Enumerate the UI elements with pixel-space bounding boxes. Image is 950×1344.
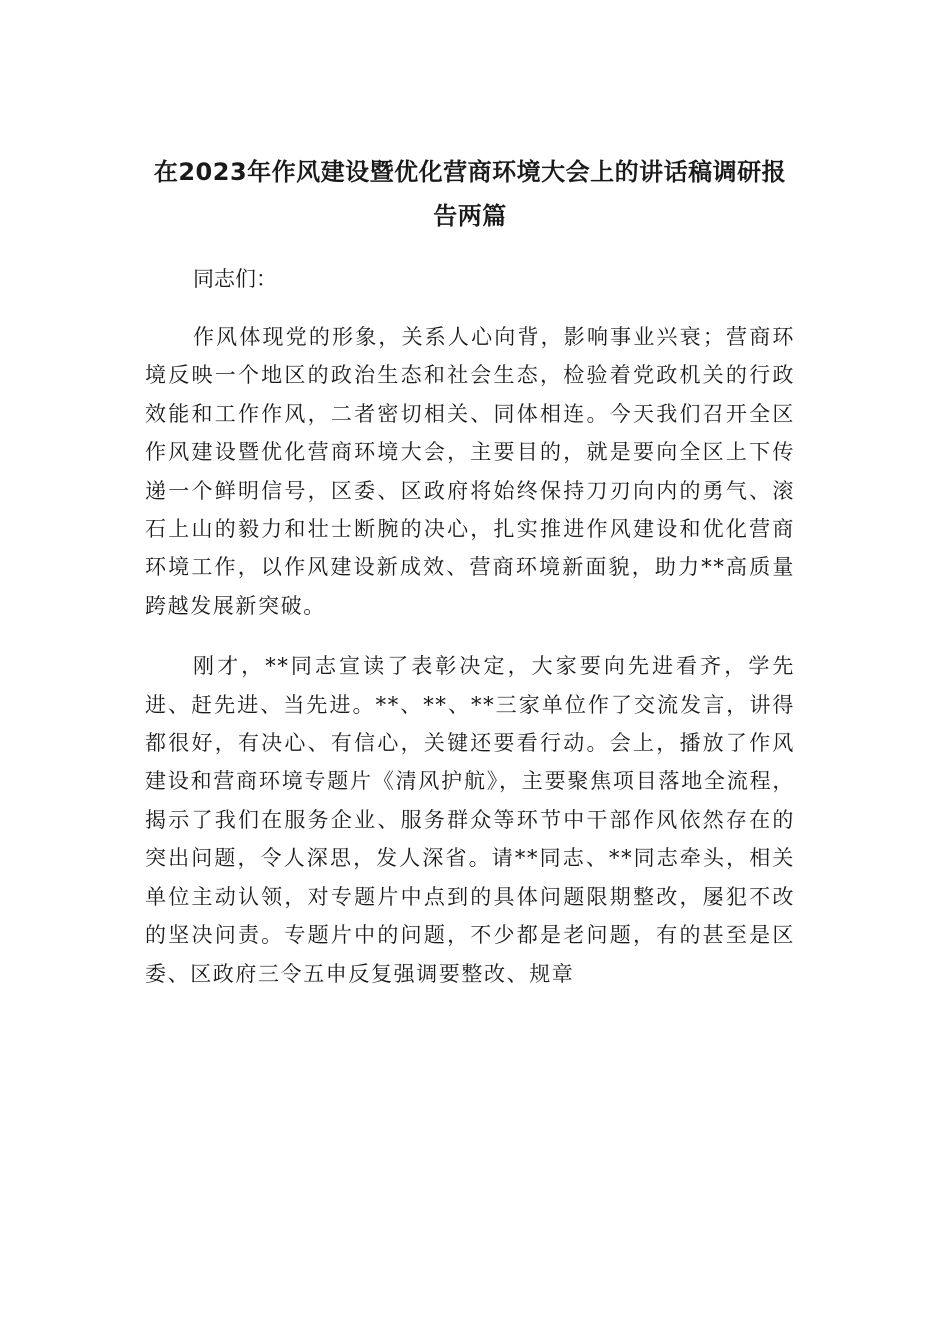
document-title <box>145 150 795 238</box>
document-title-line-1: 在2023年作风建设暨优化营商环境大会上的讲话稿调研报 <box>153 158 787 186</box>
body-paragraph-2: 刚才，**同志宣读了表彰决定，大家要向先进看齐，学先进、赶先进、当先进。**、**、**三家单位作了交流发言，讲得都很好，有决心、有信心，关键还要看行动。会上，播放了作风建设和营商环境专题片《清风护航》，主要聚焦项目落地全流程，揭示了我们在服务企业、服务群众等环节中干部作风依然存在的突出问题，令人深思，发人深省。请**同志、**同志牵头，相关单位主动认领，对专题片中点到的具体问题限期整改，屡犯不改的坚决问责。专题片中的问题，不少都是老问题，有的甚至是区委、区政府三令五申反复强调要整改、规章 <box>145 654 795 986</box>
document-title-line-2: 告两篇 <box>433 202 507 230</box>
body-paragraph-1: 作风体现党的形象，关系人心向背，影响事业兴衰；营商环境反映一个地区的政治生态和社会生态，检验着党政机关的行政效能和工作作风，二者密切相关、同体相连。今天我们召开全区作风建设暨优化营商环境大会，主要目的，就是要向全区上下传递一个鲜明信号，区委、区政府将始终保持刀刃向内的勇气、滚石上山的毅力和壮士断腕的决心，扎实推进作风建设和优化营商环境工作，以作风建设新成效、营商环境新面貌，助力**高质量跨越发展新突破。 <box>145 325 795 618</box>
salutation: 同志们： <box>193 267 277 291</box>
document-page <box>145 150 795 993</box>
